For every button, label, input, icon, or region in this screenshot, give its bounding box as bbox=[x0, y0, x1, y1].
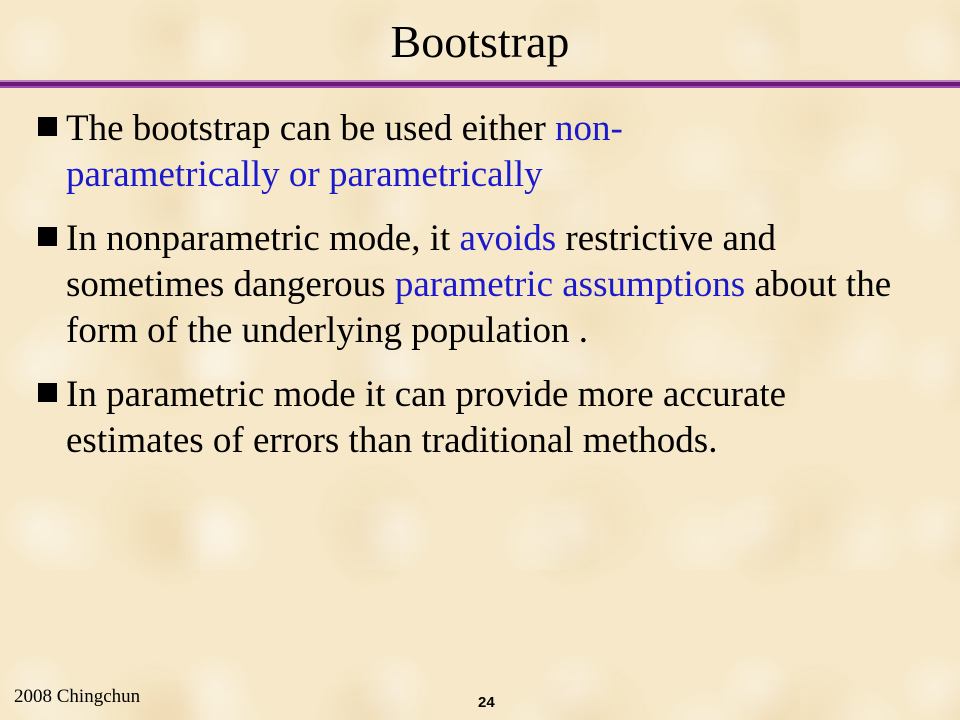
highlighted-term: parametrically or parametrically bbox=[66, 154, 543, 195]
highlighted-term: avoids bbox=[459, 218, 557, 259]
slide-title: Bootstrap bbox=[390, 16, 570, 67]
title-divider bbox=[0, 80, 960, 90]
square-bullet-icon bbox=[38, 227, 57, 246]
footer-author: 2008 Chingchun bbox=[14, 686, 141, 707]
bullet-item-2 bbox=[38, 216, 918, 354]
bullet-text-segment: In parametric mode it can provide more accurate estimates of errors than traditional methods. bbox=[66, 374, 787, 461]
highlighted-term: parametric assumptions bbox=[394, 264, 746, 305]
bullet-text-segment: The bootstrap can be used either bbox=[66, 108, 556, 149]
bullet-item-3 bbox=[38, 372, 918, 464]
highlighted-term: non- bbox=[555, 108, 623, 149]
square-bullet-icon bbox=[38, 383, 57, 402]
bullet-text-segment: restrictive and sometimes dangerous bbox=[66, 218, 776, 305]
page-number: 24 bbox=[478, 694, 495, 711]
bullet-list bbox=[38, 106, 918, 482]
square-bullet-icon bbox=[38, 117, 57, 136]
bullet-text-segment: about the form of the underlying population . bbox=[66, 264, 892, 351]
bullet-item-1 bbox=[38, 106, 918, 198]
bullet-text-segment: In nonparametric mode, it bbox=[66, 218, 460, 259]
